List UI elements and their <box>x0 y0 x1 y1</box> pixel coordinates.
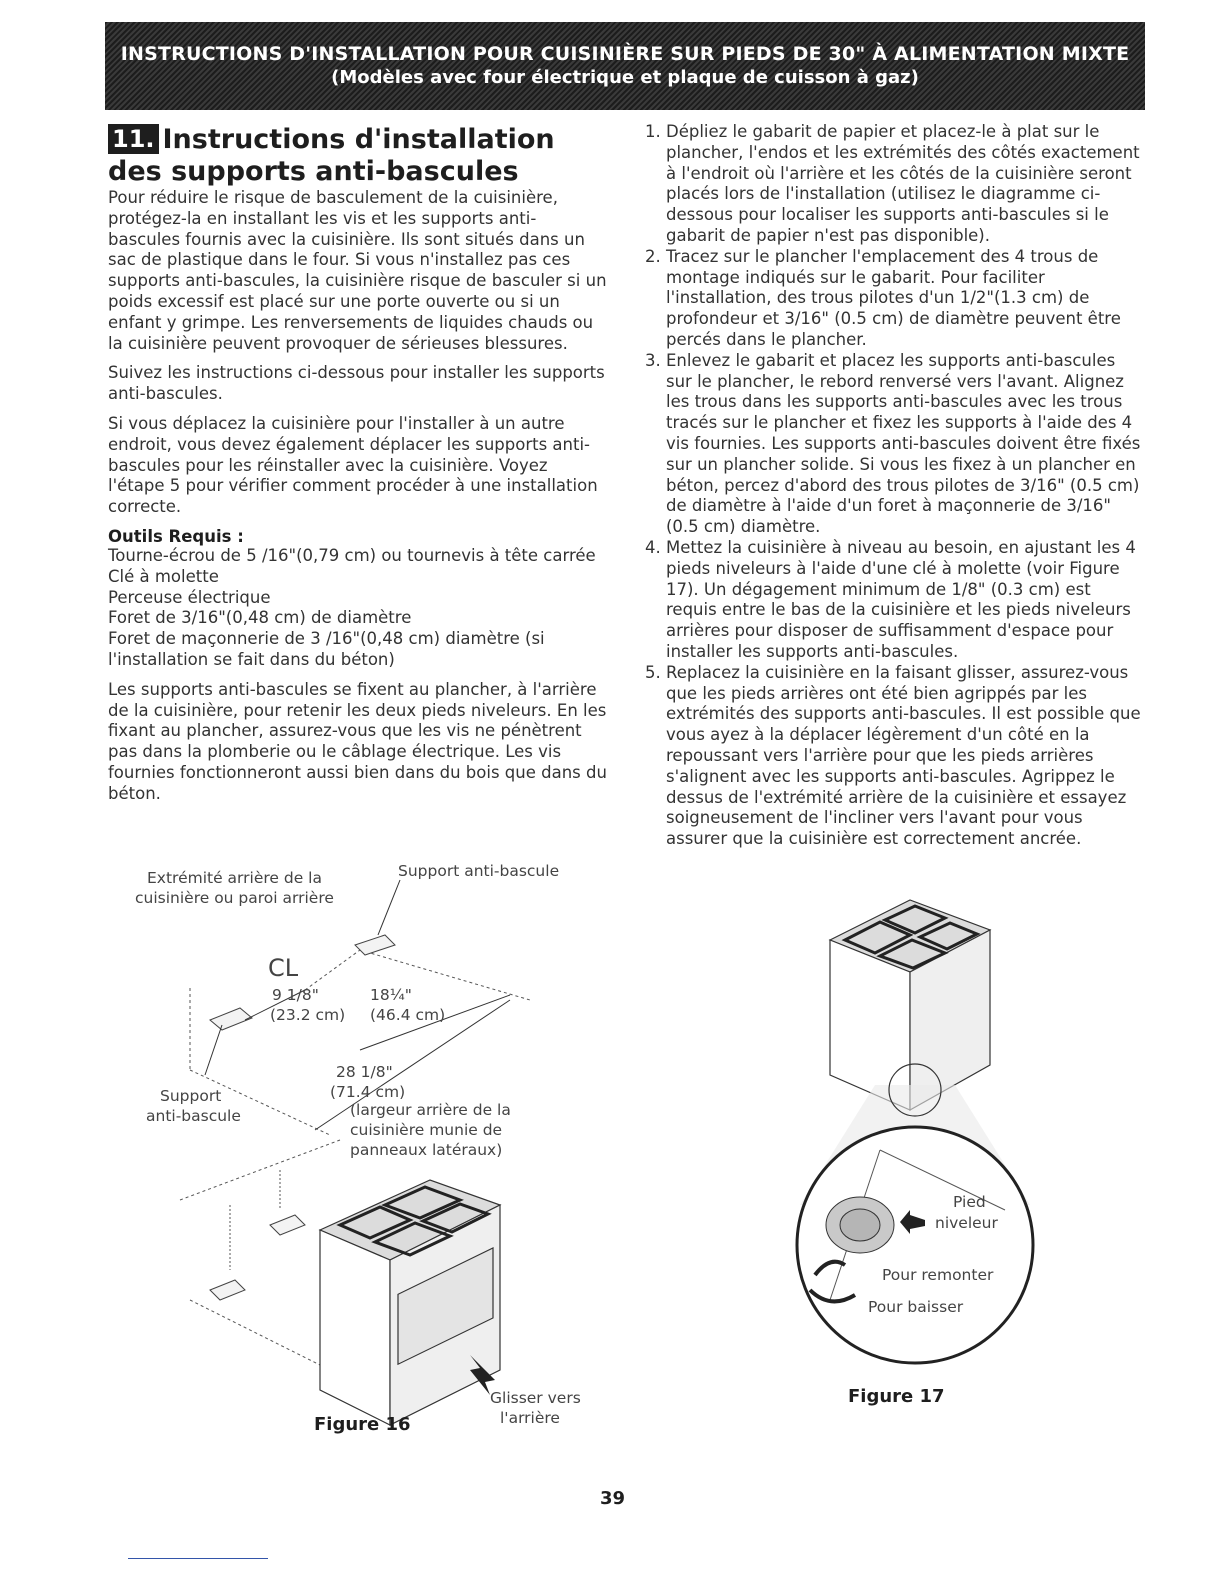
page-number: 39 <box>600 1488 626 1509</box>
tool-item: Tourne-écrou de 5 /16"(0,79 cm) ou tournevis à tête carrée <box>108 545 596 565</box>
fig16-label-rear-1: Extrémité arrière de la <box>147 869 322 887</box>
fig16-label-support-left-2: anti-bascule <box>146 1107 241 1125</box>
fig16-label-rear-2: cuisinière ou paroi arrière <box>135 889 334 907</box>
step-item: 2. Tracez sur le plancher l'emplacement des 4 trous de montage indiqués sur le gabarit. Pour faciliter l'installation, des trous pilotes d'un 1/2"(1.3 cm) de profondeur et 3/16" (0.5 cm) de diamètre peuvent être percés dans le plancher. <box>666 247 1146 351</box>
tools-list <box>108 546 608 671</box>
fig16-dim-28-note-2: cuisinière munie de <box>350 1121 503 1139</box>
tool-item: Perceuse électrique <box>108 587 271 607</box>
fig17-label-down: Pour baisser <box>868 1298 964 1316</box>
fig16-dim-18-cm: (46.4 cm) <box>370 1006 446 1024</box>
tool-item: Foret de maçonnerie de 3 /16"(0,48 cm) diamètre (si l'installation se fait dans du béton) <box>108 629 545 669</box>
fig16-dim-28-cm: (71.4 cm) <box>330 1083 406 1101</box>
relocate-paragraph: Si vous déplacez la cuisinière pour l'installer à un autre endroit, vous devez également déplacer les supports anti-bascules pour les réinstaller avec la cuisinière. Voyez l'étape 5 pour vérifier comment procéder à une installation correcte. <box>108 413 598 517</box>
support-top-pointer <box>378 880 400 935</box>
follow-paragraph: Suivez les instructions ci-dessous pour installer les supports anti-bascules. <box>108 363 605 404</box>
step-item: 3. Enlevez le gabarit et placez les supports anti-bascules sur le plancher, le rebord renversé vers l'avant. Alignez les trous dans les supports anti-bascules avec les trous tracés sur le plancher et fixez les supports à l'aide des 4 vis fournies. Les supports anti-bascules doivent être fixés sur un plancher solide. Si vous les fixez à un plancher en béton, percez d'abord des trous pilotes de 3/16" (0.5 cm) de diamètre à l'aide d'un foret à maçonnerie de 3/16" (0.5 cm) diamètre. <box>666 351 1146 538</box>
fig16-label-support-top: Support anti-bascule <box>398 862 560 880</box>
range-illustration <box>320 1180 500 1425</box>
fig16-label-support-left-1: Support <box>160 1087 222 1105</box>
step-item: 1. Dépliez le gabarit de papier et placez-le à plat sur le plancher, l'endos et les extrémités des côtés exactement à l'endroit où l'arrière et les côtés de la cuisinière seront placés lors de l'installation (utilisez le diagramme ci-dessous pour localiser les supports anti-bascules si le gabarit de papier n'est pas disponible). <box>666 122 1146 247</box>
support-bracket-top <box>355 935 395 955</box>
support-bracket-left <box>210 1008 252 1030</box>
left-column <box>108 124 608 814</box>
fig16-dim-28: 28 1/8" <box>336 1063 393 1081</box>
figure17-title: Figure 17 <box>848 1386 945 1407</box>
zoom-circle <box>797 1127 1033 1363</box>
fig16-dim-18: 18¼" <box>370 986 412 1004</box>
support-bracket-lower-right <box>270 1215 305 1235</box>
header-title: INSTRUCTIONS D'INSTALLATION POUR CUISINIÈRE SUR PIEDS DE 30" À ALIMENTATION MIXTE <box>120 43 1130 65</box>
tool-item: Clé à molette <box>108 566 219 586</box>
tool-item: Foret de 3/16"(0,48 cm) de diamètre <box>108 608 412 628</box>
header-banner <box>105 22 1145 110</box>
fig16-label-slide-2: l'arrière <box>500 1409 560 1427</box>
right-column <box>636 122 1146 850</box>
fig16-dim-28-note-3: panneaux latéraux) <box>350 1141 503 1159</box>
fig17-label-pied-2: niveleur <box>935 1214 998 1232</box>
fig17-label-pied-1: Pied <box>953 1193 986 1211</box>
step-item: 5. Replacez la cuisinière en la faisant glisser, assurez-vous que les pieds arrières ont été bien agrippés par les extrémités des supports anti-bascules. Il est possible que vous ayez à la déplacer légèrement d'un côté en la repoussant vers l'arrière pour que les pieds arrières s'alignent avec les supports anti-bascules. Agrippez le dessus de l'extrémité arrière de la cuisinière et essayez soigneusement de l'incliner vers l'avant pour vous assurer que la cuisinière est correctement ancrée. <box>666 663 1146 850</box>
tools-title: Outils Requis : <box>108 526 244 546</box>
fig16-label-slide-1: Glisser vers <box>490 1389 581 1407</box>
fixing-paragraph: Les supports anti-bascules se fixent au plancher, à l'arrière de la cuisinière, pour retenir les deux pieds niveleurs. En les fixant au plancher, assurez-vous que les vis ne pénètrent pas dans la plomberie ou le câblage électrique. Les vis fournies fonctionneront aussi bien dans du bois que dans du béton. <box>108 679 607 803</box>
section-number: 11. <box>108 124 159 154</box>
section-title-text: Instructions d'installation des supports anti-bascules <box>108 124 555 187</box>
section-title <box>108 124 608 188</box>
figure17-drawing <box>770 880 1070 1400</box>
fig16-dim-9: 9 1/8" <box>272 986 319 1004</box>
intro-paragraph: Pour réduire le risque de basculement de la cuisinière, protégez-la en installant les vis et les supports anti-bascules fournis avec la cuisinière. Ils sont situés dans un sac de plastique dans le four. Si vous n'installez pas ces supports anti-bascules, la cuisinière risque de basculer si un poids excessif est placé sur une porte ouverte ou si un enfant y grimpe. Les renversements de liquides chauds ou la cuisinière peuvent provoquer de sérieuses blessures. <box>108 188 607 353</box>
fig16-label-cl: CL <box>268 954 299 982</box>
fig16-dim-9-cm: (23.2 cm) <box>270 1006 346 1024</box>
support-bracket-lower-left <box>210 1280 245 1300</box>
steps-list <box>636 122 1146 850</box>
fig16-dim-28-note-1: (largeur arrière de la <box>350 1101 511 1119</box>
centerline <box>305 950 360 990</box>
fig17-label-up: Pour remonter <box>882 1266 994 1284</box>
support-left-pointer <box>205 1025 222 1075</box>
footer-rule <box>128 1558 268 1559</box>
range-illustration-small <box>830 900 990 1110</box>
figure16-title: Figure 16 <box>314 1414 411 1435</box>
header-subtitle: (Modèles avec four électrique et plaque de cuisson à gaz) <box>331 67 919 88</box>
step-item: 4. Mettez la cuisinière à niveau au besoin, en ajustant les 4 pieds niveleurs à l'aide d'une clé à molette (voir Figure 17). Un dégagement minimum de 1/8" (0.3 cm) est requis entre le bas de la cuisinière et les pieds niveleurs arrières pour disposer de suffisamment d'espace pour installer les supports anti-bascules. <box>666 538 1146 663</box>
